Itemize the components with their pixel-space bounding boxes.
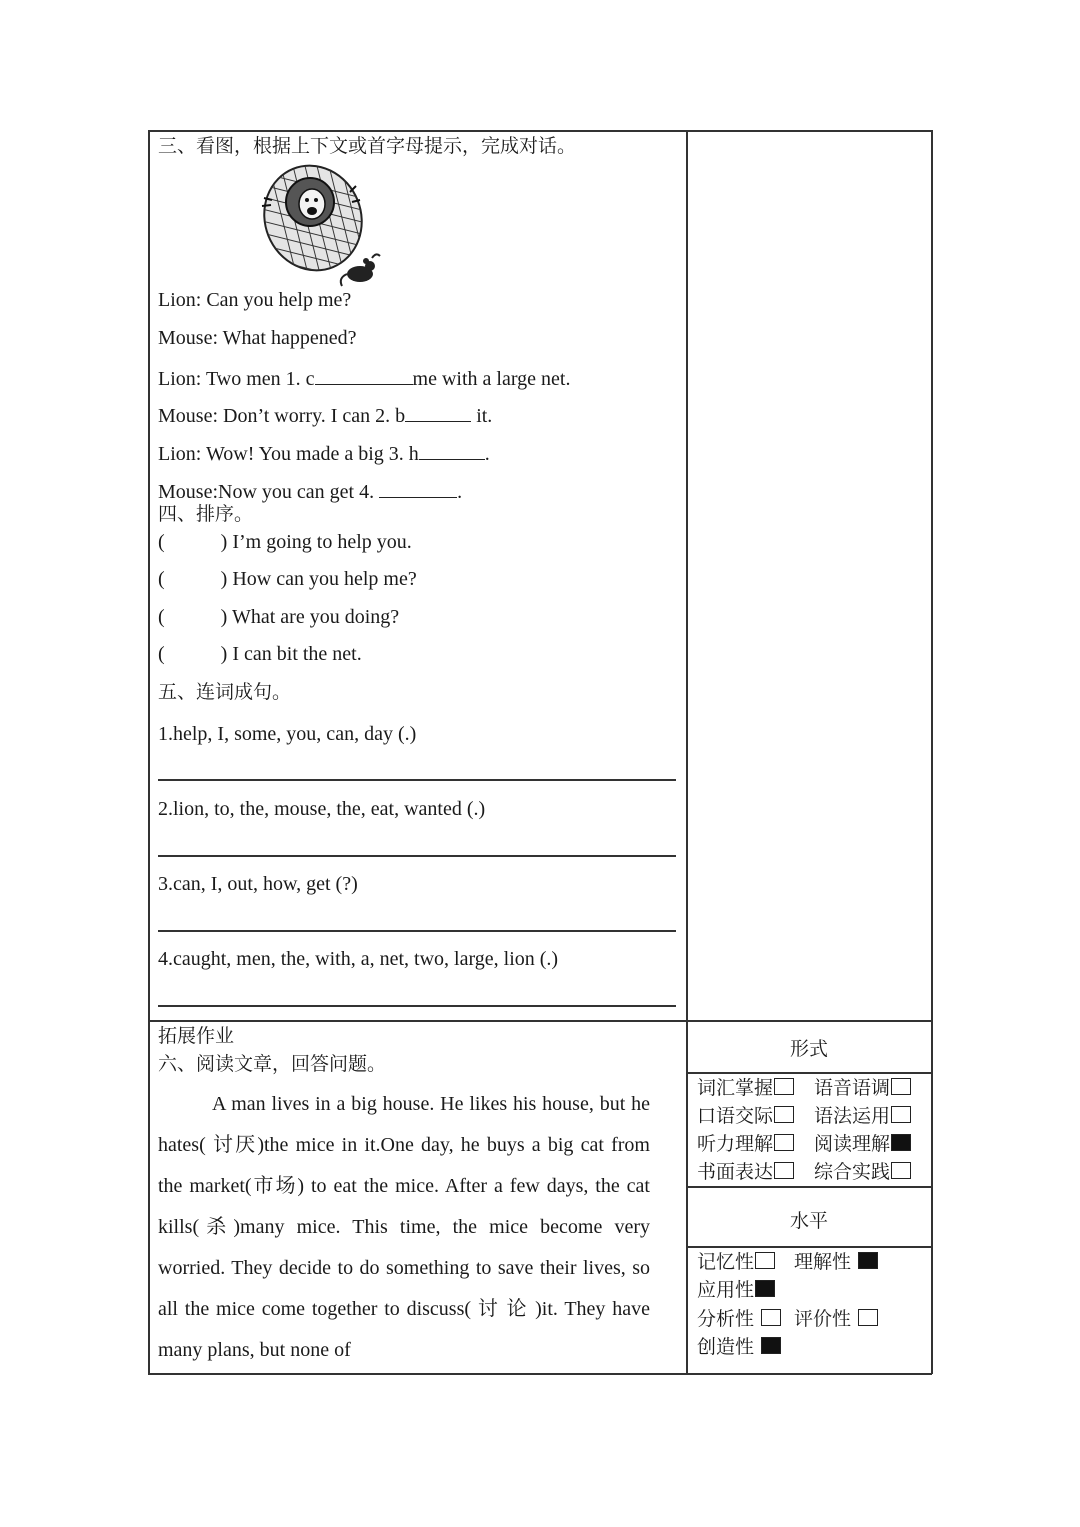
form-item-label: 综合实践 xyxy=(814,1161,891,1183)
sentence-prompt-4: 4.caught, men, the, with, a, net, two, large, lion (.) xyxy=(158,948,559,970)
form-item-label: 语法运用 xyxy=(814,1105,891,1127)
level-item-creation xyxy=(697,1335,781,1359)
form-checkbox-vocabulary[interactable] xyxy=(774,1078,794,1095)
form-item-vocabulary xyxy=(697,1076,794,1100)
level-checkbox-evaluation[interactable] xyxy=(858,1309,878,1326)
order-item-text: I’m going to help you. xyxy=(232,531,412,553)
order-bracket-open: ( xyxy=(158,531,165,553)
form-item-label: 听力理解 xyxy=(697,1133,774,1155)
order-bracket-open: ( xyxy=(158,568,165,590)
order-item-1 xyxy=(158,530,412,554)
level-checkbox-creation[interactable] xyxy=(761,1337,781,1354)
form-title: 形式 xyxy=(789,1038,828,1060)
level-checkbox-memory[interactable] xyxy=(755,1252,775,1269)
level-title: 水平 xyxy=(789,1210,828,1232)
dialogue-line-1: Lion: Can you help me? xyxy=(158,289,352,311)
form-item-label: 书面表达 xyxy=(697,1161,774,1183)
order-bracket-close: ) xyxy=(220,568,228,590)
extension-label: 拓展作业 xyxy=(158,1025,235,1047)
answer-blank-4[interactable] xyxy=(379,477,457,498)
form-checkbox-reading[interactable] xyxy=(891,1134,911,1151)
form-item-pronunciation xyxy=(814,1076,911,1100)
form-items-divider xyxy=(686,1186,932,1188)
sentence-prompt-3: 3.can, I, out, how, get (?) xyxy=(158,873,358,895)
form-item-label: 口语交际 xyxy=(697,1105,774,1127)
dialogue-line-6-pre: Mouse:Now you can get 4. xyxy=(158,481,380,503)
level-checkbox-analysis[interactable] xyxy=(761,1309,781,1326)
dialogue-line-4-pre: Mouse: Don’t worry. I can 2. b xyxy=(158,405,406,427)
form-item-grammar xyxy=(814,1104,911,1128)
order-item-text: How can you help me? xyxy=(232,568,417,590)
form-item-oral xyxy=(697,1104,794,1128)
form-checkbox-practice[interactable] xyxy=(891,1162,911,1179)
table-border-top xyxy=(148,130,932,132)
table-row-divider xyxy=(148,1020,932,1022)
dialogue-line-5 xyxy=(158,439,490,466)
order-item-2 xyxy=(158,567,417,591)
order-item-text: What are you doing? xyxy=(231,606,400,628)
section5-heading: 五、连词成句。 xyxy=(158,681,292,703)
order-bracket-close: ) xyxy=(220,606,228,628)
sentence-answer-line-2[interactable] xyxy=(158,855,676,857)
answer-blank-3[interactable] xyxy=(419,439,485,460)
reading-passage xyxy=(158,1084,650,1371)
order-item-3 xyxy=(158,605,399,629)
dialogue-line-3-pre: Lion: Two men 1. c xyxy=(158,368,315,390)
order-bracket-open: ( xyxy=(158,606,165,628)
order-item-text: I can bit the net. xyxy=(232,643,362,665)
form-checkbox-pronunciation[interactable] xyxy=(891,1078,911,1095)
sentence-answer-line-1[interactable] xyxy=(158,779,676,781)
section6-heading: 六、阅读文章，回答问题。 xyxy=(158,1053,387,1075)
section3-heading: 三、看图，根据上下文或首字母提示，完成对话。 xyxy=(158,135,577,157)
level-item-application xyxy=(697,1278,775,1302)
form-checkbox-oral[interactable] xyxy=(774,1106,794,1123)
level-item-evaluation xyxy=(794,1307,878,1331)
level-item-label: 分析性 xyxy=(697,1308,755,1330)
level-item-label: 评价性 xyxy=(794,1308,852,1330)
sentence-answer-line-3[interactable] xyxy=(158,930,676,932)
dialogue-line-3 xyxy=(158,364,570,391)
level-item-understanding xyxy=(794,1250,878,1274)
form-item-writing xyxy=(697,1160,794,1184)
level-item-analysis xyxy=(697,1307,781,1331)
sentence-prompt-2: 2.lion, to, the, mouse, the, eat, wanted (.) xyxy=(158,798,486,820)
form-item-label: 语音语调 xyxy=(814,1077,891,1099)
form-item-listening xyxy=(697,1132,794,1156)
order-bracket-close: ) xyxy=(220,643,228,665)
form-title-divider xyxy=(686,1072,932,1074)
level-checkbox-application[interactable] xyxy=(755,1280,775,1297)
table-border-bottom xyxy=(148,1373,932,1375)
form-checkbox-listening[interactable] xyxy=(774,1134,794,1151)
dialogue-line-5-post: . xyxy=(484,443,490,465)
dialogue-line-4 xyxy=(158,401,492,428)
lion-in-net-illustration xyxy=(258,162,388,290)
table-border-left xyxy=(148,130,150,1374)
form-item-reading xyxy=(814,1132,911,1156)
answer-blank-1[interactable] xyxy=(315,364,413,385)
order-item-4 xyxy=(158,642,362,666)
section4-heading: 四、排序。 xyxy=(158,503,254,525)
answer-blank-2[interactable] xyxy=(405,401,471,422)
dialogue-line-3-post: me with a large net. xyxy=(412,368,571,390)
level-checkbox-understanding[interactable] xyxy=(858,1252,878,1269)
order-bracket-open: ( xyxy=(158,643,165,665)
level-item-memory xyxy=(697,1250,775,1274)
level-title-divider xyxy=(686,1246,932,1248)
dialogue-line-4-post: it. xyxy=(471,405,493,427)
level-item-label: 理解性 xyxy=(794,1251,852,1273)
dialogue-line-5-pre: Lion: Wow! You made a big 3. h xyxy=(158,443,419,465)
reading-passage-text: A man lives in a big house. He likes his house, but he hates( 讨厌)the mice in it.One day, he buys a big cat from the market(市场) to eat the mice. After a few days, the cat kills(杀)many mice. This time, the mice become very worried. They decide to do something to save their lives, so all the mice come together to discuss( 讨 论 )it. They have many plans, but none of xyxy=(158,1093,650,1361)
dialogue-line-6-post: . xyxy=(457,481,463,503)
sentence-prompt-1: 1.help, I, some, you, can, day (.) xyxy=(158,723,417,745)
level-item-label: 创造性 xyxy=(697,1336,755,1358)
form-checkbox-grammar[interactable] xyxy=(891,1106,911,1123)
order-bracket-close: ) xyxy=(220,531,228,553)
form-item-practice xyxy=(814,1160,911,1184)
level-item-label: 记忆性 xyxy=(697,1251,755,1273)
form-item-label: 阅读理解 xyxy=(814,1133,891,1155)
dialogue-line-6 xyxy=(158,477,462,504)
form-item-label: 词汇掌握 xyxy=(697,1077,774,1099)
dialogue-line-2: Mouse: What happened? xyxy=(158,327,357,349)
form-checkbox-writing[interactable] xyxy=(774,1162,794,1179)
level-item-label: 应用性 xyxy=(697,1279,755,1301)
sentence-answer-line-4[interactable] xyxy=(158,1005,676,1007)
